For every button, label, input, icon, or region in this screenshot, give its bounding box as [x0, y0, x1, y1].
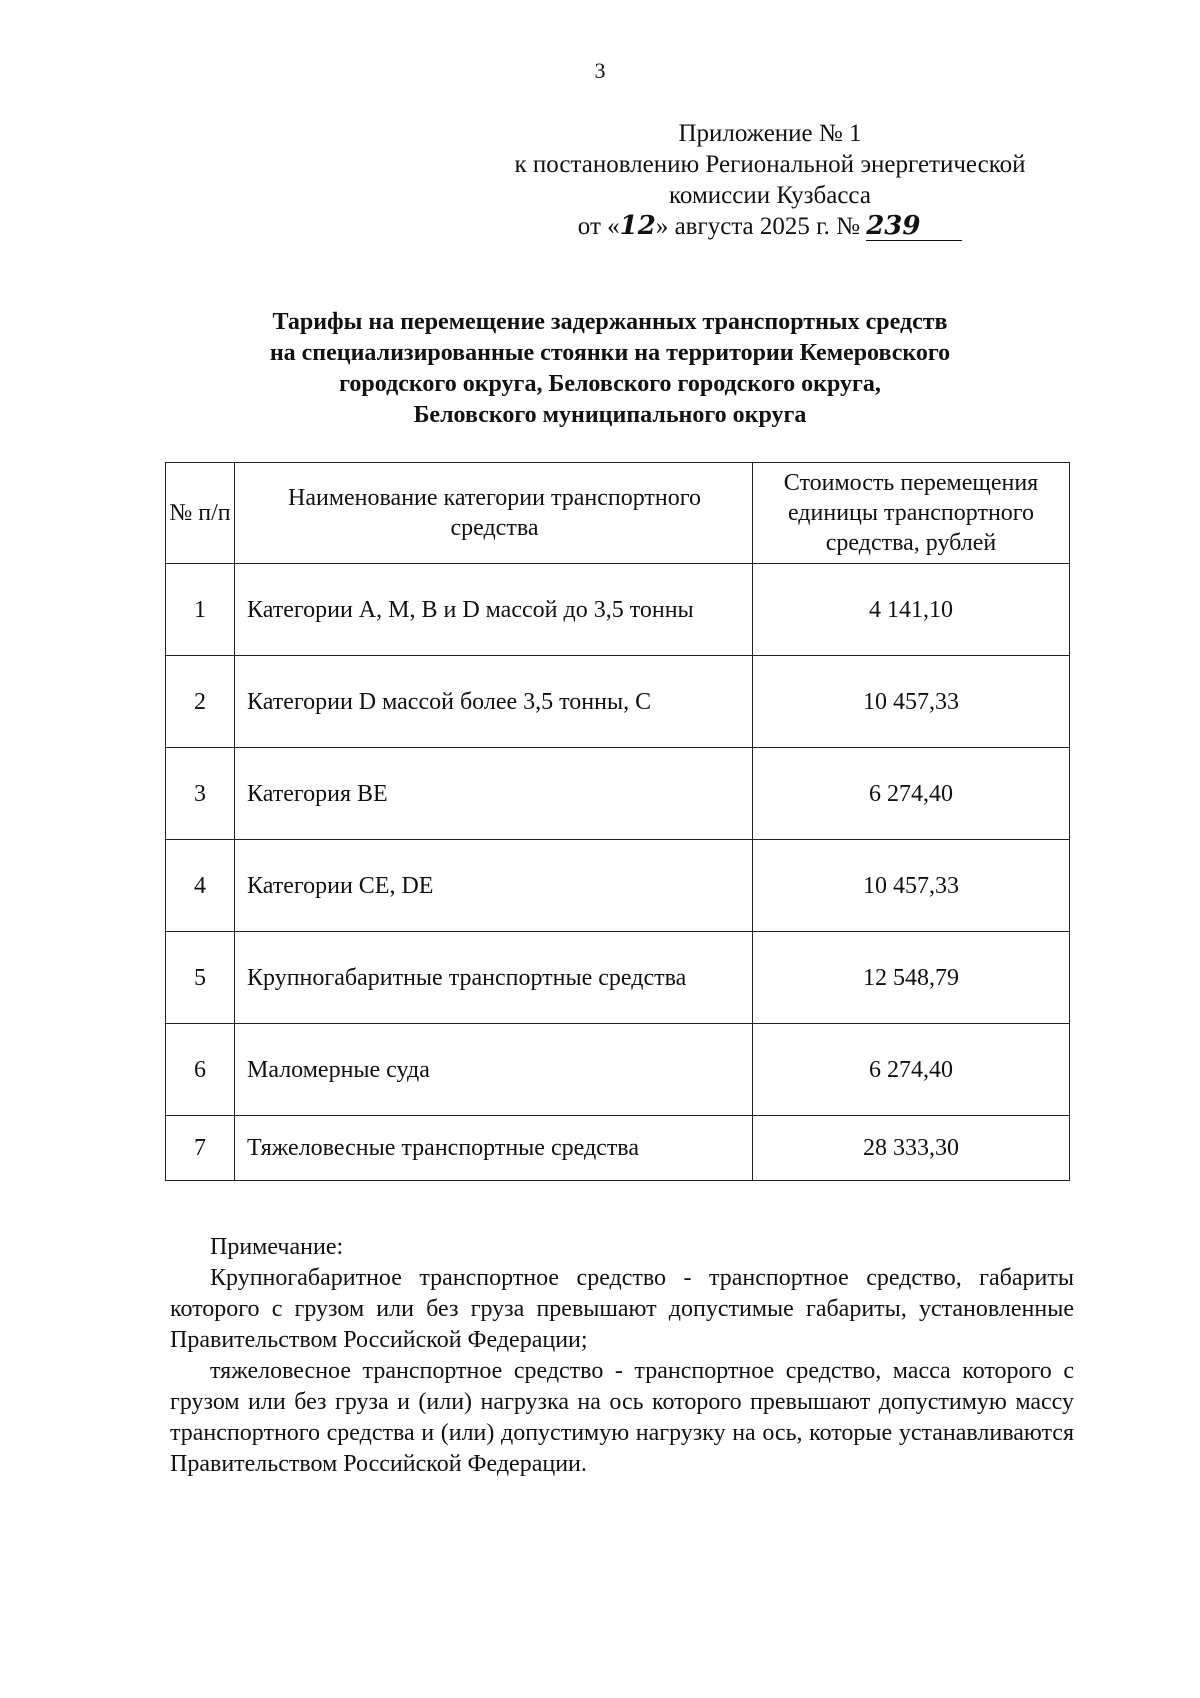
title-line-4: Беловского муниципального округа	[413, 402, 807, 428]
row-name: Категории A, M, B и D массой до 3,5 тонны	[235, 564, 753, 656]
row-num: 5	[166, 932, 235, 1024]
row-name: Категории CE, DE	[235, 840, 753, 932]
document-title	[160, 307, 1060, 431]
row-num: 4	[166, 840, 235, 932]
header-cost: Стоимость перемещения единицы транспортного средства, рублей	[753, 463, 1070, 564]
appendix-title: Приложение № 1	[678, 120, 862, 147]
row-name: Категории D массой более 3,5 тонны, C	[235, 656, 753, 748]
row-cost: 28 333,30	[753, 1116, 1070, 1181]
row-cost: 6 274,40	[753, 1024, 1070, 1116]
resolution-number-field	[866, 213, 962, 241]
table-row	[166, 840, 1070, 932]
appendix-date-line	[470, 211, 1070, 242]
table-row	[166, 748, 1070, 840]
row-num: 2	[166, 656, 235, 748]
row-cost: 10 457,33	[753, 840, 1070, 932]
row-cost: 10 457,33	[753, 656, 1070, 748]
table-row	[166, 656, 1070, 748]
table-header-row	[166, 463, 1070, 564]
appendix-line-resolution: к постановлению Региональной энергетической	[514, 151, 1026, 178]
note-paragraph-oversized: Крупногабаритное транспортное средство - транспортное средство, габариты которого с грузом или без груза превышают допустимые габариты, установленные Правительством Российской Федерации;	[170, 1265, 1074, 1353]
header-num: № п/п	[166, 463, 235, 564]
table-row	[166, 932, 1070, 1024]
note-title: Примечание:	[210, 1234, 344, 1260]
title-line-1: Тарифы на перемещение задержанных транспортных средств	[272, 309, 948, 335]
row-cost: 6 274,40	[753, 748, 1070, 840]
note-paragraph-heavy: тяжеловесное транспортное средство - транспортное средство, масса которого с грузом или без груза и (или) нагрузка на ось которого превышают допустимую массу транспортного средства и (или) допустимую нагрузку на ось, которые устанавливаются Правительством Российской Федерации.	[170, 1358, 1074, 1477]
appendix-header	[470, 118, 1070, 242]
table-row	[166, 564, 1070, 656]
row-num: 6	[166, 1024, 235, 1116]
row-num: 3	[166, 748, 235, 840]
table-row	[166, 1024, 1070, 1116]
handwritten-number: 239	[866, 211, 921, 241]
date-prefix: от «	[577, 213, 620, 240]
row-name: Категория BE	[235, 748, 753, 840]
title-line-2: на специализированные стоянки на территории Кемеровского	[269, 340, 951, 366]
row-name: Маломерные суда	[235, 1024, 753, 1116]
header-name: Наименование категории транспортного средства	[235, 463, 753, 564]
row-num: 1	[166, 564, 235, 656]
appendix-line-commission: комиссии Кузбасса	[669, 182, 871, 209]
table-row	[166, 1116, 1070, 1181]
tariffs-table	[165, 462, 1070, 1181]
row-cost: 12 548,79	[753, 932, 1070, 1024]
row-name: Крупногабаритные транспортные средства	[235, 932, 753, 1024]
title-line-3: городского округа, Беловского городского округа,	[339, 371, 881, 397]
date-middle: » августа 2025 г. №	[655, 213, 860, 240]
row-name: Тяжеловесные транспортные средства	[235, 1116, 753, 1181]
note-section	[170, 1232, 1074, 1480]
row-cost: 4 141,10	[753, 564, 1070, 656]
page-number: 3	[594, 58, 606, 83]
handwritten-day: 12	[619, 211, 656, 241]
row-num: 7	[166, 1116, 235, 1181]
